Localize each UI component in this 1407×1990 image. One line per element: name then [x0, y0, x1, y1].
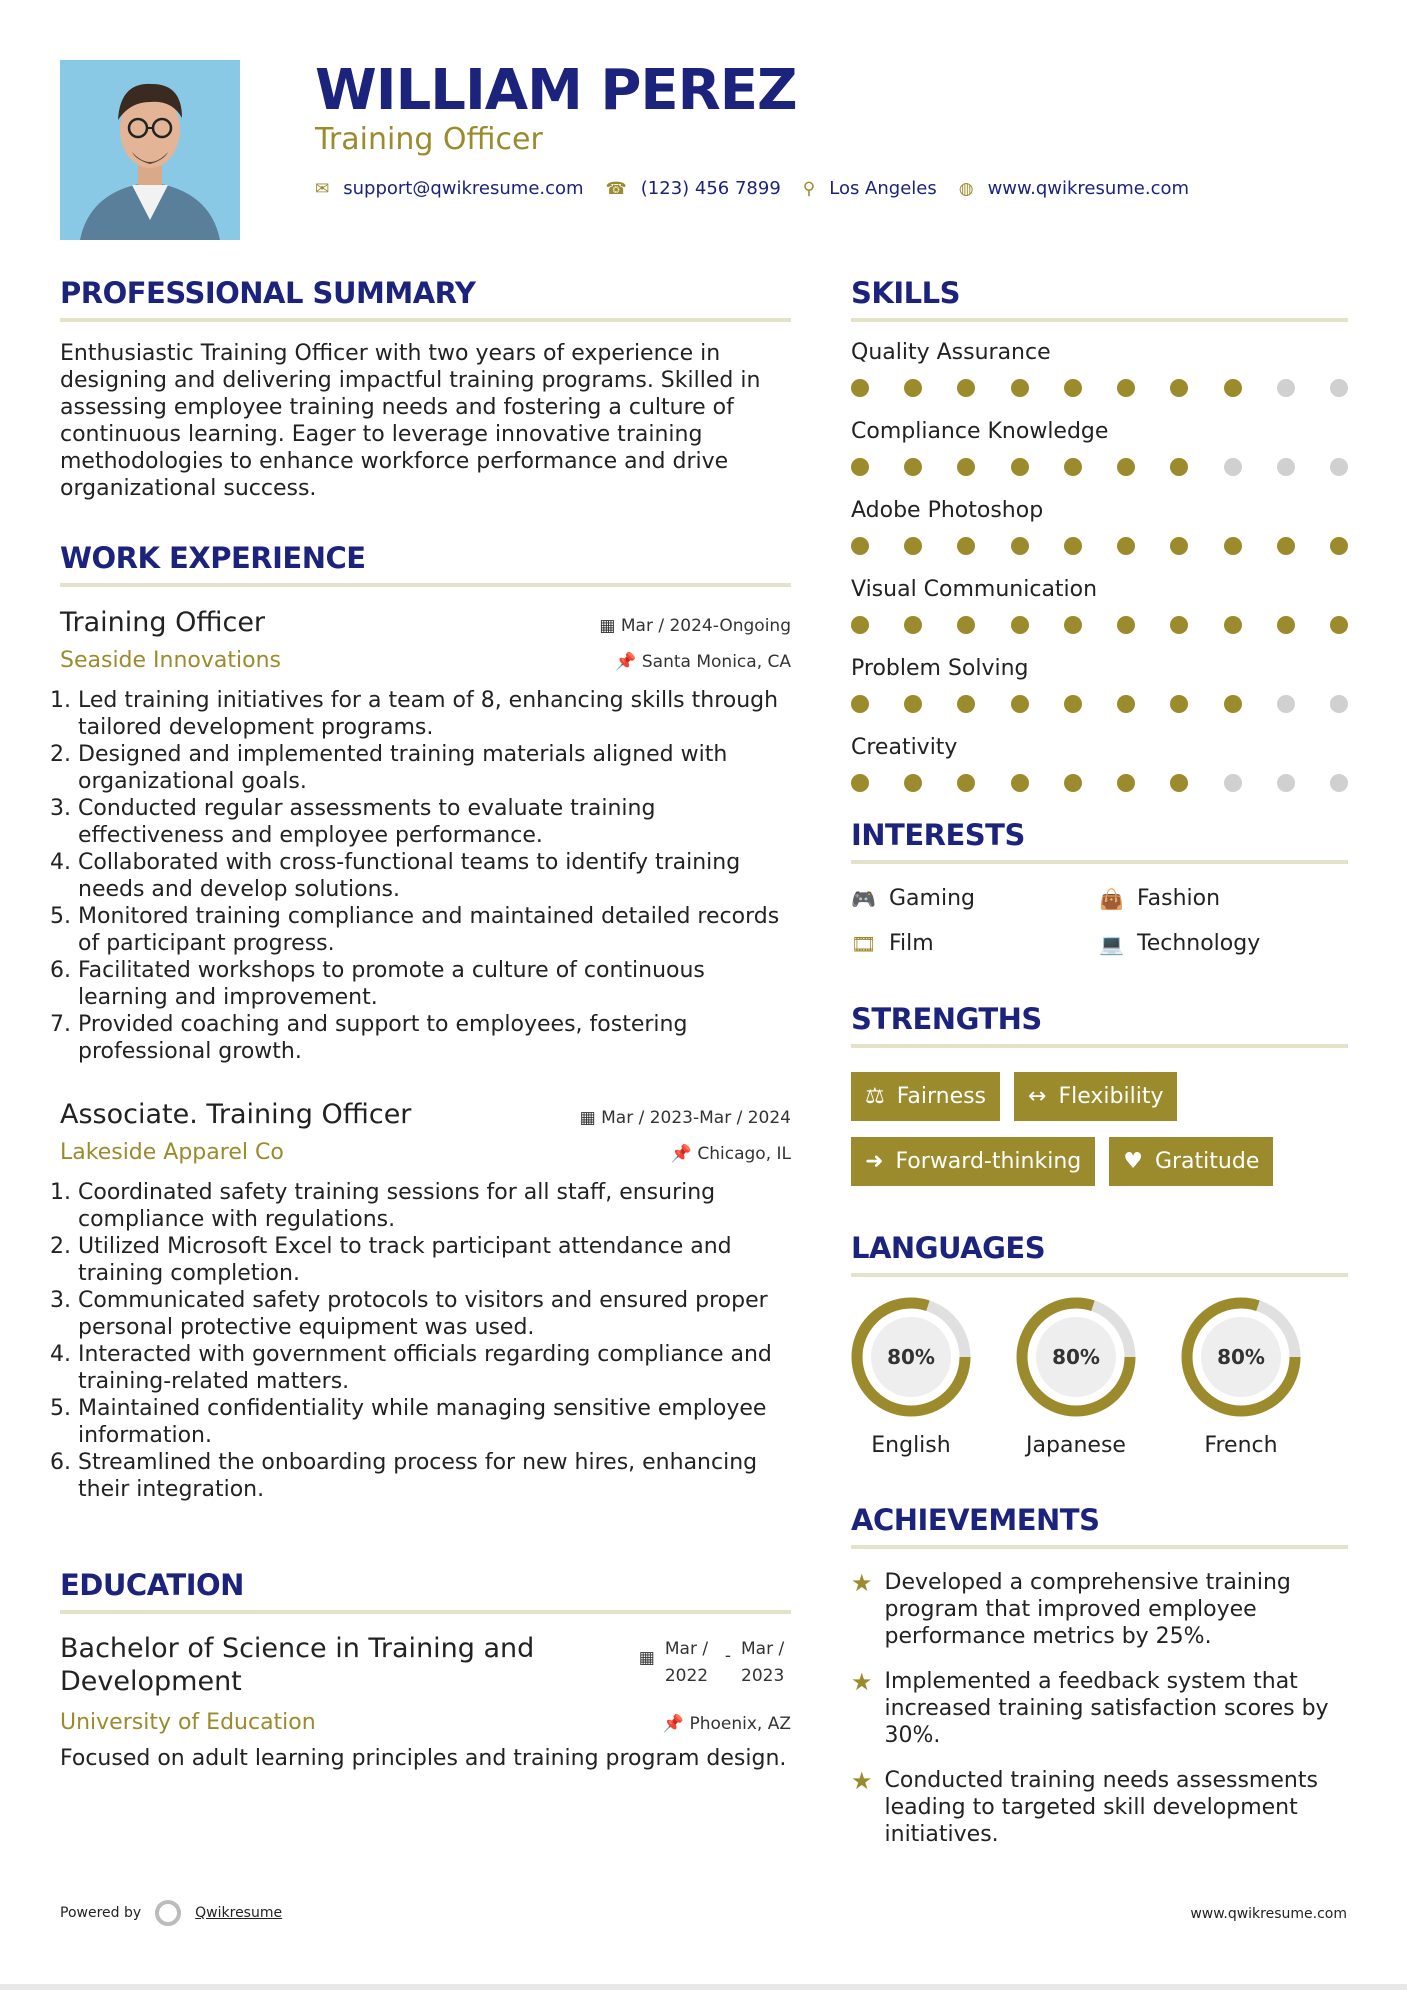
rating-dot: [1224, 774, 1242, 792]
rating-dot: [1117, 774, 1135, 792]
page-bottom-bar: [0, 1984, 1407, 1990]
arrows-horizontal-icon: ↔: [1028, 1084, 1047, 1109]
language-ring: [1016, 1297, 1136, 1417]
rating-dot: [1224, 616, 1242, 634]
school-name: University of Education: [60, 1710, 316, 1735]
language-ring: [1181, 1297, 1301, 1417]
interest-label: Film: [889, 931, 934, 956]
strength-label: Fairness: [896, 1084, 987, 1109]
rating-dot: [1064, 379, 1082, 397]
language-name: English: [871, 1433, 951, 1458]
job-title: Associate. Training Officer: [60, 1099, 412, 1130]
email-text: support@qwikresume.com: [343, 178, 584, 199]
rating-dot: [957, 616, 975, 634]
qwikresume-logo-icon: [155, 1900, 181, 1926]
rating-dot: [904, 695, 922, 713]
section-divider: [851, 318, 1348, 322]
skill-item: [851, 656, 1348, 713]
job-date: [580, 1108, 791, 1128]
rating-dot: [851, 458, 869, 476]
skill-item: [851, 577, 1348, 634]
rating-dot: [904, 616, 922, 634]
language-percent: 80%: [887, 1345, 935, 1369]
skill-item: [851, 735, 1348, 792]
strength-label: Flexibility: [1058, 1084, 1164, 1109]
rating-dot: [851, 379, 869, 397]
contact-email[interactable]: [315, 178, 584, 199]
rating-dot: [1277, 458, 1295, 476]
arrow-right-icon: ➜: [865, 1149, 884, 1174]
heart-icon: ♥: [1123, 1149, 1143, 1174]
skill-name: Compliance Knowledge: [851, 419, 1109, 444]
rating-dot: [1224, 458, 1242, 476]
bullet: 7. Provided coaching and support to employees, fostering professional growth.: [78, 1011, 791, 1065]
languages-section: [851, 1231, 1348, 1458]
job-location: [671, 1144, 791, 1164]
rating-dot: [1277, 379, 1295, 397]
section-divider: [60, 583, 791, 587]
rating-dot: [1064, 774, 1082, 792]
rating-dot: [1170, 774, 1188, 792]
education-start: Mar / 2022: [664, 1639, 709, 1686]
phone-icon: ☎: [605, 178, 627, 199]
rating-dot: [851, 695, 869, 713]
rating-dot: [1224, 695, 1242, 713]
interest-gaming: [851, 886, 1099, 911]
summary-text: Enthusiastic Training Officer with two years of experience in designing and delivering impactful training programs. Skilled in assessing employee training needs and fostering a culture of continuous learning. Eager to leverage innovative training methodologies to enhance workforce performance and drive organizational success.: [60, 341, 761, 501]
language-item: [851, 1297, 971, 1458]
rating-dot: [1170, 537, 1188, 555]
language-percent: 80%: [1052, 1345, 1100, 1369]
rating-dot: [1224, 537, 1242, 555]
education-section: [60, 1568, 791, 1772]
degree-title: Bachelor of Science in Training and Development: [60, 1633, 535, 1697]
interest-technology: [1099, 931, 1347, 956]
interest-label: Technology: [1137, 931, 1261, 956]
rating-dot: [1277, 695, 1295, 713]
star-badge-icon: ★: [851, 1668, 873, 1696]
rating-dot: [1277, 774, 1295, 792]
calendar-icon: ▦: [579, 1108, 602, 1128]
rating-dot: [1117, 379, 1135, 397]
skill-item: [851, 498, 1348, 555]
website-text: www.qwikresume.com: [987, 178, 1190, 199]
pin-icon: 📌: [662, 1714, 690, 1734]
skill-rating: [851, 458, 1348, 476]
rating-dot: [904, 537, 922, 555]
achievement-item: [851, 1569, 1348, 1650]
section-divider: [851, 860, 1348, 864]
languages-heading: LANGUAGES: [851, 1231, 1046, 1265]
section-divider: [60, 1610, 791, 1614]
rating-dot: [1330, 695, 1348, 713]
rating-dot: [1330, 458, 1348, 476]
footer-site[interactable]: www.qwikresume.com: [1190, 1906, 1347, 1922]
job-date: [599, 616, 791, 636]
rating-dot: [1011, 537, 1029, 555]
rating-dot: [957, 695, 975, 713]
school-location: [663, 1714, 791, 1734]
skill-item: [851, 340, 1348, 397]
skill-name: Visual Communication: [851, 577, 1098, 602]
section-divider: [60, 318, 791, 322]
language-name: French: [1204, 1433, 1278, 1458]
job-company: Seaside Innovations: [60, 648, 281, 673]
job-location-text: Santa Monica, CA: [641, 652, 791, 672]
bullet: 3. Conducted regular assessments to evaluate training effectiveness and employee performance.: [78, 795, 791, 849]
bullet: 3. Communicated safety protocols to visitors and ensured proper personal protective equipment was used.: [78, 1287, 791, 1341]
rating-dot: [957, 774, 975, 792]
rating-dot: [1117, 458, 1135, 476]
laptop-icon: 💻: [1099, 931, 1124, 956]
rating-dot: [1064, 616, 1082, 634]
calendar-icon: ▦: [638, 1648, 655, 1668]
rating-dot: [1064, 695, 1082, 713]
globe-icon: ◍: [958, 178, 974, 199]
job-bullets: [60, 687, 791, 1065]
job-date-text: Mar / 2023-Mar / 2024: [601, 1108, 791, 1128]
skill-name: Adobe Photoshop: [851, 498, 1044, 523]
interest-label: Fashion: [1137, 886, 1221, 911]
contact-location: [803, 178, 937, 199]
education-description: Focused on adult learning principles and training program design.: [60, 1746, 787, 1771]
achievement-text: Conducted training needs assessments leading to targeted skill development initiatives.: [884, 1768, 1318, 1847]
language-ring: [851, 1297, 971, 1417]
rating-dot: [1011, 616, 1029, 634]
bullet: 5. Maintained confidentiality while managing sensitive employee information.: [78, 1395, 791, 1449]
bullet: 1. Led training initiatives for a team of 8, enhancing skills through tailored development programs.: [78, 687, 791, 741]
interest-fashion: [1099, 886, 1347, 911]
achievement-text: Implemented a feedback system that increased training satisfaction scores by 30%.: [884, 1669, 1329, 1748]
interest-film: [851, 931, 1099, 956]
job-bullets: [60, 1179, 791, 1503]
bullet: 5. Monitored training compliance and maintained detailed records of participant progress.: [78, 903, 791, 957]
footer-powered: [60, 1900, 282, 1926]
rating-dot: [1011, 774, 1029, 792]
skill-item: [851, 419, 1348, 476]
bullet: 4. Interacted with government officials regarding compliance and training-related matters.: [78, 1341, 791, 1395]
rating-dot: [904, 379, 922, 397]
rating-dot: [1064, 458, 1082, 476]
summary-section: [60, 276, 791, 502]
section-divider: [851, 1545, 1348, 1549]
interest-label: Gaming: [889, 886, 975, 911]
rating-dot: [1011, 695, 1029, 713]
skill-rating: [851, 379, 1348, 397]
rating-dot: [1011, 379, 1029, 397]
skill-rating: [851, 774, 1348, 792]
achievement-item: [851, 1767, 1348, 1848]
map-pin-icon: ⚲: [802, 178, 816, 199]
strength-fairness: [851, 1072, 1000, 1121]
section-divider: [851, 1273, 1348, 1277]
bullet: 1. Coordinated safety training sessions for all staff, ensuring compliance with regulations.: [78, 1179, 791, 1233]
education-end: Mar / 2023: [741, 1639, 785, 1686]
bullet: 4. Collaborated with cross-functional teams to identify training needs and develop solutions.: [78, 849, 791, 903]
language-item: [1181, 1297, 1301, 1458]
scale-icon: ⚖: [865, 1084, 885, 1109]
experience-heading: WORK EXPERIENCE: [60, 541, 366, 575]
rating-dot: [1330, 616, 1348, 634]
rating-dot: [1170, 695, 1188, 713]
strengths-section: [851, 1002, 1348, 1186]
job-company: Lakeside Apparel Co: [60, 1140, 284, 1165]
rating-dot: [851, 774, 869, 792]
job-entry: [60, 1099, 791, 1503]
language-name: Japanese: [1026, 1433, 1126, 1458]
candidate-title: Training Officer: [315, 122, 543, 157]
interests-section: [851, 818, 1348, 956]
skill-rating: [851, 695, 1348, 713]
rating-dot: [1064, 537, 1082, 555]
interests-heading: INTERESTS: [851, 818, 1025, 852]
bullet: 6. Facilitated workshops to promote a culture of continuous learning and improvement.: [78, 957, 791, 1011]
rating-dot: [1117, 537, 1135, 555]
bullet: 6. Streamlined the onboarding process for new hires, enhancing their integration.: [78, 1449, 791, 1503]
contact-phone[interactable]: [606, 178, 781, 199]
bullet: 2. Designed and implemented training materials aligned with organizational goals.: [78, 741, 791, 795]
rating-dot: [851, 537, 869, 555]
rating-dot: [1277, 616, 1295, 634]
calendar-icon: ▦: [599, 616, 621, 636]
rating-dot: [1224, 379, 1242, 397]
envelope-icon: ✉: [315, 178, 330, 199]
rating-dot: [904, 774, 922, 792]
language-percent: 80%: [1217, 1345, 1265, 1369]
achievement-text: Developed a comprehensive training program that improved employee performance metrics by 25%.: [884, 1570, 1291, 1649]
skill-name: Problem Solving: [851, 656, 1029, 681]
phone-text: (123) 456 7899: [640, 178, 781, 199]
languages-list: [851, 1297, 1348, 1458]
gamepad-icon: 🎮: [851, 886, 876, 911]
skill-name: Quality Assurance: [851, 340, 1051, 365]
strength-label: Gratitude: [1154, 1149, 1260, 1174]
job-entry: [60, 607, 791, 1065]
achievement-item: [851, 1668, 1348, 1749]
star-badge-icon: ★: [851, 1569, 873, 1597]
achievements-section: [851, 1503, 1348, 1848]
education-date: [639, 1636, 791, 1698]
contact-website[interactable]: [959, 178, 1189, 199]
rating-dot: [1330, 379, 1348, 397]
strengths-heading: STRENGTHS: [851, 1002, 1042, 1036]
film-icon: 🎞: [851, 931, 877, 956]
rating-dot: [1011, 458, 1029, 476]
rating-dot: [1330, 537, 1348, 555]
experience-section: [60, 541, 791, 1503]
rating-dot: [957, 458, 975, 476]
job-location-text: Chicago, IL: [697, 1144, 791, 1164]
rating-dot: [1170, 379, 1188, 397]
achievements-heading: ACHIEVEMENTS: [851, 1503, 1100, 1537]
skills-heading: SKILLS: [851, 276, 960, 310]
rating-dot: [851, 616, 869, 634]
location-text: Los Angeles: [829, 178, 937, 199]
rating-dot: [957, 379, 975, 397]
skills-list: [851, 340, 1348, 792]
strength-label: Forward-thinking: [895, 1149, 1082, 1174]
job-location: [615, 652, 791, 672]
star-badge-icon: ★: [851, 1767, 873, 1795]
strength-flexibility: [1014, 1072, 1177, 1121]
education-heading: EDUCATION: [60, 1568, 244, 1602]
shopping-bag-icon: 👜: [1099, 886, 1124, 911]
skill-name: Creativity: [851, 735, 958, 760]
strength-forward-thinking: [851, 1137, 1095, 1186]
rating-dot: [904, 458, 922, 476]
job-title: Training Officer: [60, 607, 266, 638]
candidate-name: WILLIAM PEREZ: [315, 58, 797, 123]
contact-bar: [315, 178, 1189, 199]
rating-dot: [1117, 695, 1135, 713]
rating-dot: [1117, 616, 1135, 634]
brand-link[interactable]: Qwikresume: [195, 1905, 283, 1921]
education-date-separator: -: [724, 1646, 731, 1666]
school-location-text: Phoenix, AZ: [689, 1714, 791, 1734]
skills-section: [851, 276, 1348, 792]
rating-dot: [1170, 458, 1188, 476]
pin-icon: 📌: [615, 652, 642, 672]
skill-rating: [851, 616, 1348, 634]
rating-dot: [1170, 616, 1188, 634]
rating-dot: [1330, 774, 1348, 792]
strength-gratitude: [1109, 1137, 1273, 1186]
rating-dot: [1277, 537, 1295, 555]
rating-dot: [957, 537, 975, 555]
profile-photo: [60, 60, 240, 240]
summary-heading: PROFESSIONAL SUMMARY: [60, 276, 476, 310]
job-date-text: Mar / 2024-Ongoing: [620, 616, 791, 636]
powered-by-label: Powered by: [60, 1905, 142, 1921]
skill-rating: [851, 537, 1348, 555]
language-item: [1016, 1297, 1136, 1458]
bullet: 2. Utilized Microsoft Excel to track participant attendance and training completion.: [78, 1233, 791, 1287]
pin-icon: 📌: [670, 1144, 698, 1164]
section-divider: [851, 1044, 1348, 1048]
